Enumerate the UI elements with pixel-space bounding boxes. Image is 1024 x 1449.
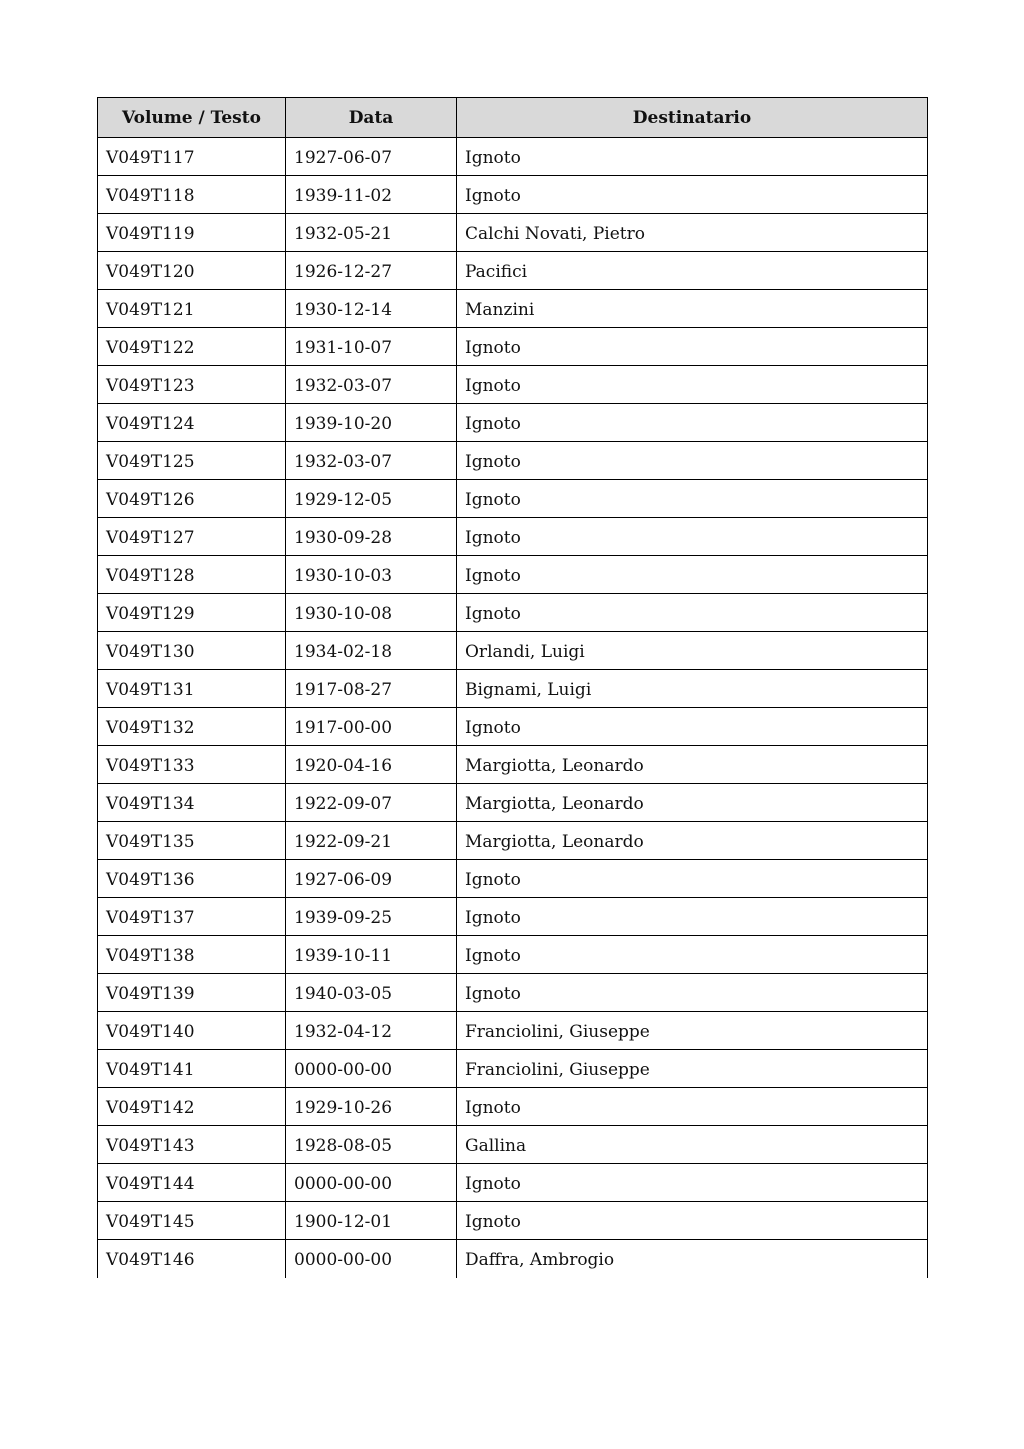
cell-data: 1917-00-00: [286, 708, 457, 746]
cell-data: 1932-03-07: [286, 442, 457, 480]
table-row: [98, 974, 928, 1012]
cell-data: 1939-11-02: [286, 176, 457, 214]
cell-data: 1932-05-21: [286, 214, 457, 252]
cell-volume-testo: V049T118: [98, 176, 286, 214]
cell-destinatario: Calchi Novati, Pietro: [457, 214, 928, 252]
cell-data: 1927-06-07: [286, 138, 457, 176]
cell-data: 1939-10-11: [286, 936, 457, 974]
cell-data: 1932-04-12: [286, 1012, 457, 1050]
cell-destinatario: Pacifici: [457, 252, 928, 290]
table-row: [98, 366, 928, 404]
table-row: [98, 746, 928, 784]
table-row: [98, 290, 928, 328]
table-header: [98, 98, 928, 138]
letters-table: [97, 97, 928, 1278]
cell-volume-testo: V049T119: [98, 214, 286, 252]
cell-destinatario: Ignoto: [457, 328, 928, 366]
table-row: [98, 936, 928, 974]
cell-volume-testo: V049T117: [98, 138, 286, 176]
table-row: [98, 1126, 928, 1164]
table-row: [98, 404, 928, 442]
cell-volume-testo: V049T121: [98, 290, 286, 328]
cell-volume-testo: V049T129: [98, 594, 286, 632]
cell-volume-testo: V049T140: [98, 1012, 286, 1050]
cell-volume-testo: V049T132: [98, 708, 286, 746]
cell-data: 1929-10-26: [286, 1088, 457, 1126]
table-row: [98, 898, 928, 936]
table-body: [98, 138, 928, 1278]
cell-destinatario: Ignoto: [457, 518, 928, 556]
cell-volume-testo: V049T122: [98, 328, 286, 366]
table-row: [98, 1050, 928, 1088]
cell-data: 1940-03-05: [286, 974, 457, 1012]
cell-data: 1927-06-09: [286, 860, 457, 898]
cell-data: 1930-12-14: [286, 290, 457, 328]
cell-data: 1939-09-25: [286, 898, 457, 936]
cell-volume-testo: V049T137: [98, 898, 286, 936]
cell-destinatario: Orlandi, Luigi: [457, 632, 928, 670]
cell-volume-testo: V049T145: [98, 1202, 286, 1240]
cell-data: 1926-12-27: [286, 252, 457, 290]
table-row: [98, 556, 928, 594]
header-data: Data: [286, 98, 457, 138]
cell-volume-testo: V049T136: [98, 860, 286, 898]
cell-destinatario: Manzini: [457, 290, 928, 328]
cell-data: 1931-10-07: [286, 328, 457, 366]
cell-destinatario: Ignoto: [457, 176, 928, 214]
cell-data: 1934-02-18: [286, 632, 457, 670]
cell-volume-testo: V049T125: [98, 442, 286, 480]
cell-volume-testo: V049T141: [98, 1050, 286, 1088]
cell-data: 1930-10-08: [286, 594, 457, 632]
cell-data: 0000-00-00: [286, 1164, 457, 1202]
cell-destinatario: Franciolini, Giuseppe: [457, 1050, 928, 1088]
cell-destinatario: Ignoto: [457, 898, 928, 936]
cell-destinatario: Ignoto: [457, 480, 928, 518]
cell-volume-testo: V049T134: [98, 784, 286, 822]
cell-destinatario: Gallina: [457, 1126, 928, 1164]
cell-data: 1939-10-20: [286, 404, 457, 442]
cell-destinatario: Franciolini, Giuseppe: [457, 1012, 928, 1050]
cell-volume-testo: V049T146: [98, 1240, 286, 1278]
cell-volume-testo: V049T139: [98, 974, 286, 1012]
table-row: [98, 708, 928, 746]
cell-volume-testo: V049T138: [98, 936, 286, 974]
cell-data: 0000-00-00: [286, 1050, 457, 1088]
cell-data: 1917-08-27: [286, 670, 457, 708]
cell-destinatario: Ignoto: [457, 138, 928, 176]
table-row: [98, 1088, 928, 1126]
table-row: [98, 442, 928, 480]
cell-volume-testo: V049T127: [98, 518, 286, 556]
table-row: [98, 252, 928, 290]
table-row: [98, 138, 928, 176]
header-row: [98, 98, 928, 138]
table-row: [98, 822, 928, 860]
header-destinatario: Destinatario: [457, 98, 928, 138]
cell-data: 1930-10-03: [286, 556, 457, 594]
cell-destinatario: Ignoto: [457, 860, 928, 898]
cell-volume-testo: V049T133: [98, 746, 286, 784]
table-row: [98, 1164, 928, 1202]
cell-data: 0000-00-00: [286, 1240, 457, 1278]
cell-volume-testo: V049T135: [98, 822, 286, 860]
cell-destinatario: Ignoto: [457, 1164, 928, 1202]
cell-data: 1922-09-07: [286, 784, 457, 822]
table-row: [98, 1012, 928, 1050]
cell-volume-testo: V049T123: [98, 366, 286, 404]
cell-volume-testo: V049T131: [98, 670, 286, 708]
cell-volume-testo: V049T144: [98, 1164, 286, 1202]
cell-volume-testo: V049T128: [98, 556, 286, 594]
header-volume-testo: Volume / Testo: [98, 98, 286, 138]
cell-destinatario: Ignoto: [457, 594, 928, 632]
cell-volume-testo: V049T143: [98, 1126, 286, 1164]
cell-destinatario: Bignami, Luigi: [457, 670, 928, 708]
cell-data: 1930-09-28: [286, 518, 457, 556]
cell-data: 1900-12-01: [286, 1202, 457, 1240]
table-row: [98, 632, 928, 670]
cell-destinatario: Ignoto: [457, 1088, 928, 1126]
cell-data: 1920-04-16: [286, 746, 457, 784]
cell-destinatario: Ignoto: [457, 556, 928, 594]
cell-destinatario: Ignoto: [457, 366, 928, 404]
cell-destinatario: Margiotta, Leonardo: [457, 784, 928, 822]
table-row: [98, 480, 928, 518]
table-row: [98, 1240, 928, 1278]
cell-volume-testo: V049T124: [98, 404, 286, 442]
cell-volume-testo: V049T142: [98, 1088, 286, 1126]
cell-destinatario: Ignoto: [457, 936, 928, 974]
table-row: [98, 594, 928, 632]
cell-data: 1922-09-21: [286, 822, 457, 860]
table-row: [98, 784, 928, 822]
cell-destinatario: Ignoto: [457, 708, 928, 746]
table-row: [98, 670, 928, 708]
table-row: [98, 176, 928, 214]
cell-data: 1929-12-05: [286, 480, 457, 518]
table-row: [98, 860, 928, 898]
table-row: [98, 214, 928, 252]
cell-volume-testo: V049T126: [98, 480, 286, 518]
cell-destinatario: Ignoto: [457, 1202, 928, 1240]
cell-volume-testo: V049T130: [98, 632, 286, 670]
cell-destinatario: Ignoto: [457, 442, 928, 480]
cell-destinatario: Daffra, Ambrogio: [457, 1240, 928, 1278]
cell-destinatario: Margiotta, Leonardo: [457, 746, 928, 784]
cell-destinatario: Ignoto: [457, 974, 928, 1012]
cell-volume-testo: V049T120: [98, 252, 286, 290]
table-row: [98, 1202, 928, 1240]
cell-data: 1932-03-07: [286, 366, 457, 404]
cell-destinatario: Ignoto: [457, 404, 928, 442]
cell-data: 1928-08-05: [286, 1126, 457, 1164]
cell-destinatario: Margiotta, Leonardo: [457, 822, 928, 860]
table-row: [98, 518, 928, 556]
table-row: [98, 328, 928, 366]
